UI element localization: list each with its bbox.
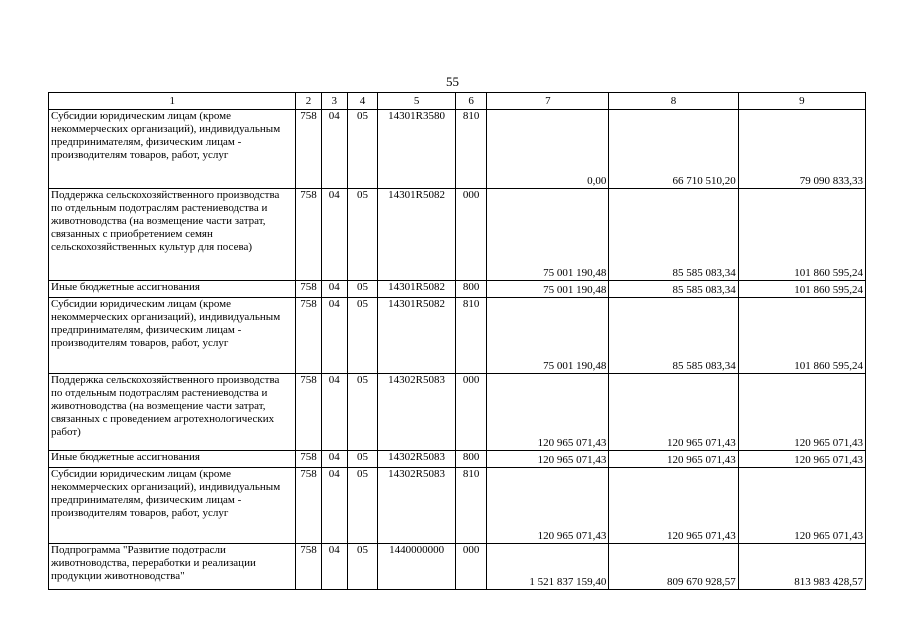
- amount-col8: 809 670 928,57: [609, 544, 738, 590]
- amount-col8: 66 710 510,20: [609, 110, 738, 189]
- amount-col9: 101 860 595,24: [738, 189, 865, 281]
- amount-col8: 85 585 083,34: [609, 281, 738, 298]
- table-row: [49, 374, 866, 451]
- subsection-code: 05: [347, 544, 377, 590]
- amount-col7: 75 001 190,48: [487, 189, 609, 281]
- expense-type-code: 800: [455, 281, 486, 298]
- section-code: 04: [321, 281, 347, 298]
- table-row: [49, 110, 866, 189]
- amount-col9: 101 860 595,24: [738, 298, 865, 374]
- table-row: [49, 451, 866, 468]
- col-header-4: 4: [347, 93, 377, 110]
- header-row: [49, 93, 866, 110]
- expense-type-code: 810: [455, 298, 486, 374]
- amount-col7: 75 001 190,48: [487, 281, 609, 298]
- col-header-3: 3: [321, 93, 347, 110]
- col-header-9: 9: [738, 93, 865, 110]
- row-name: Иные бюджетные ассигнования: [49, 451, 296, 468]
- section-code: 04: [321, 544, 347, 590]
- ministry-code: 758: [296, 281, 321, 298]
- amount-col8: 85 585 083,34: [609, 298, 738, 374]
- target-article-code: 14301R5082: [378, 281, 456, 298]
- amount-col9: 101 860 595,24: [738, 281, 865, 298]
- amount-col9: 120 965 071,43: [738, 451, 865, 468]
- row-name: Поддержка сельскохозяйственного производства по отдельным подотраслям растениеводства и животноводства (на возмещение части затрат, связанных с приобретением семян сельскохозяйственных культур для посева): [49, 189, 296, 281]
- row-name: Подпрограмма "Развитие подотрасли животноводства, переработки и реализации продукции животноводства": [49, 544, 296, 590]
- section-code: 04: [321, 374, 347, 451]
- expense-type-code: 000: [455, 544, 486, 590]
- table-row: [49, 298, 866, 374]
- target-article-code: 14301R3580: [378, 110, 456, 189]
- amount-col7: 75 001 190,48: [487, 298, 609, 374]
- subsection-code: 05: [347, 298, 377, 374]
- expense-type-code: 800: [455, 451, 486, 468]
- amount-col7: 1 521 837 159,40: [487, 544, 609, 590]
- target-article-code: 14302R5083: [378, 468, 456, 544]
- expense-type-code: 000: [455, 189, 486, 281]
- expense-type-code: 810: [455, 468, 486, 544]
- amount-col9: 120 965 071,43: [738, 374, 865, 451]
- amount-col8: 85 585 083,34: [609, 189, 738, 281]
- amount-col7: 0,00: [487, 110, 609, 189]
- target-article-code: 14301R5082: [378, 189, 456, 281]
- amount-col8: 120 965 071,43: [609, 374, 738, 451]
- amount-col9: 813 983 428,57: [738, 544, 865, 590]
- col-header-2: 2: [296, 93, 321, 110]
- row-name: Субсидии юридическим лицам (кроме некоммерческих организаций), индивидуальным предпринимателям, физическим лицам - производителям товаров, работ, услуг: [49, 110, 296, 189]
- amount-col8: 120 965 071,43: [609, 468, 738, 544]
- ministry-code: 758: [296, 374, 321, 451]
- col-header-7: 7: [487, 93, 609, 110]
- row-name: Субсидии юридическим лицам (кроме некоммерческих организаций), индивидуальным предпринимателям, физическим лицам - производителям товаров, работ, услуг: [49, 298, 296, 374]
- ministry-code: 758: [296, 451, 321, 468]
- amount-col7: 120 965 071,43: [487, 374, 609, 451]
- table-row: [49, 544, 866, 590]
- target-article-code: 14301R5082: [378, 298, 456, 374]
- expense-type-code: 000: [455, 374, 486, 451]
- col-header-5: 5: [378, 93, 456, 110]
- subsection-code: 05: [347, 189, 377, 281]
- ministry-code: 758: [296, 544, 321, 590]
- subsection-code: 05: [347, 451, 377, 468]
- ministry-code: 758: [296, 110, 321, 189]
- amount-col9: 120 965 071,43: [738, 468, 865, 544]
- section-code: 04: [321, 468, 347, 544]
- col-header-8: 8: [609, 93, 738, 110]
- subsection-code: 05: [347, 281, 377, 298]
- col-header-6: 6: [455, 93, 486, 110]
- row-name: Иные бюджетные ассигнования: [49, 281, 296, 298]
- amount-col7: 120 965 071,43: [487, 468, 609, 544]
- table-row: [49, 189, 866, 281]
- subsection-code: 05: [347, 468, 377, 544]
- page-number: 55: [446, 74, 459, 89]
- amount-col9: 79 090 833,33: [738, 110, 865, 189]
- ministry-code: 758: [296, 298, 321, 374]
- target-article-code: 1440000000: [378, 544, 456, 590]
- section-code: 04: [321, 110, 347, 189]
- col-header-1: 1: [49, 93, 296, 110]
- subsection-code: 05: [347, 110, 377, 189]
- amount-col7: 120 965 071,43: [487, 451, 609, 468]
- amount-col8: 120 965 071,43: [609, 451, 738, 468]
- table-row: [49, 468, 866, 544]
- row-name: Поддержка сельскохозяйственного производства по отдельным подотраслям растениеводства и животноводства (на возмещение части затрат, связанных с проведением агротехнологических работ): [49, 374, 296, 451]
- budget-table: [48, 92, 866, 590]
- row-name: Субсидии юридическим лицам (кроме некоммерческих организаций), индивидуальным предпринимателям, физическим лицам - производителям товаров, работ, услуг: [49, 468, 296, 544]
- ministry-code: 758: [296, 468, 321, 544]
- section-code: 04: [321, 189, 347, 281]
- section-code: 04: [321, 298, 347, 374]
- subsection-code: 05: [347, 374, 377, 451]
- target-article-code: 14302R5083: [378, 374, 456, 451]
- table-row: [49, 281, 866, 298]
- section-code: 04: [321, 451, 347, 468]
- target-article-code: 14302R5083: [378, 451, 456, 468]
- ministry-code: 758: [296, 189, 321, 281]
- expense-type-code: 810: [455, 110, 486, 189]
